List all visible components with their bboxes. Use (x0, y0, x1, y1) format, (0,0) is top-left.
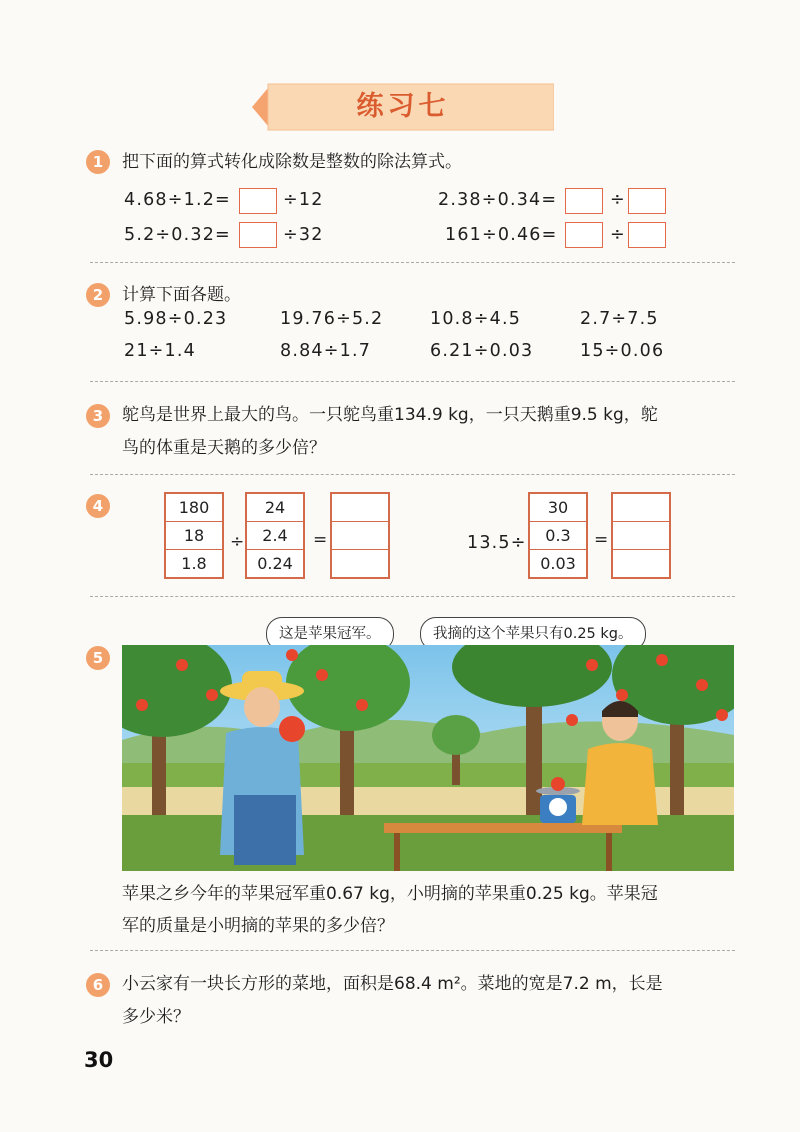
question-2-text: 计算下面各题。 (122, 285, 241, 305)
q2-item: 10.8÷4.5 (430, 309, 522, 329)
ladder-cell: 18 (166, 522, 222, 550)
answer-cell[interactable] (332, 522, 388, 550)
ladder-cell: 24 (247, 494, 303, 522)
ladder-answers-1[interactable] (330, 492, 390, 579)
divider (90, 950, 735, 951)
q2-item: 6.21÷0.03 (430, 341, 534, 361)
divider (90, 596, 735, 597)
answer-cell[interactable] (613, 550, 669, 577)
ladder-divisors-2 (528, 492, 588, 579)
divider (90, 381, 735, 382)
question-3-badge: 3 (86, 404, 110, 428)
q2-item: 5.98÷0.23 (124, 309, 228, 329)
q1-answer-box-2[interactable] (239, 222, 277, 248)
q1-expr-4: 161÷0.46= (445, 225, 558, 245)
divider (90, 474, 735, 475)
q1-answer-box-1[interactable] (239, 188, 277, 214)
q4-prefix: 13.5÷ (467, 533, 527, 553)
divide-sign: ÷ (230, 532, 245, 552)
q2-item: 21÷1.4 (124, 341, 196, 361)
q1-answer-box-3[interactable] (565, 188, 603, 214)
divider (90, 262, 735, 263)
ladder-dividends (164, 492, 224, 579)
question-6-badge: 6 (86, 973, 110, 997)
q1-expr-1-right: ÷12 (283, 190, 324, 210)
question-4-badge: 4 (86, 494, 110, 518)
ladder-cell: 2.4 (247, 522, 303, 550)
ladder-cell: 0.03 (540, 554, 576, 573)
ladder-cell: 1.8 (181, 554, 207, 573)
title-banner (252, 80, 554, 134)
q2-item: 19.76÷5.2 (280, 309, 384, 329)
answer-cell[interactable] (332, 550, 388, 577)
q1-expr-2-right: ÷32 (283, 225, 324, 245)
question-5-line-2: 军的质量是小明摘的苹果的多少倍？ (122, 916, 394, 936)
question-6-line-1: 小云家有一块长方形的菜地，面积是68.4 m²。菜地的宽是7.2 m，长是 (122, 974, 663, 994)
question-3-line-1: 鸵鸟是世界上最大的鸟。一只鸵鸟重134.9 kg，一只天鹅重9.5 kg，鸵 (122, 405, 658, 425)
q1-expr-2: 5.2÷0.32= (124, 225, 231, 245)
page-number: 30 (84, 1048, 114, 1072)
q1-expr-1: 4.68÷1.2= (124, 190, 231, 210)
ladder-cell: 0.3 (530, 522, 586, 550)
q1-answer-box-4[interactable] (628, 188, 666, 214)
q1-answer-box-6[interactable] (628, 222, 666, 248)
orchard-illustration (122, 645, 734, 871)
question-1-badge: 1 (86, 150, 110, 174)
question-1-text: 把下面的算式转化成除数是整数的除法算式。 (122, 152, 462, 172)
question-5-badge: 5 (86, 646, 110, 670)
ladder-answers-2[interactable] (611, 492, 671, 579)
speech-bubble-farmer: 这是苹果冠军。 (266, 617, 394, 651)
q2-item: 2.7÷7.5 (580, 309, 659, 329)
ladder-cell: 180 (166, 494, 222, 522)
page-title: 练习七 (356, 91, 450, 122)
ladder-divisors (245, 492, 305, 579)
speech-bubble-boy: 我摘的这个苹果只有0.25 kg。 (420, 617, 646, 651)
answer-cell[interactable] (613, 522, 669, 550)
answer-cell[interactable] (332, 494, 388, 522)
q1-expr-4-right: ÷ (610, 225, 626, 245)
ladder-cell: 30 (530, 494, 586, 522)
equals-sign: = (594, 530, 609, 550)
ladder-cell: 0.24 (257, 554, 293, 573)
question-5-line-1: 苹果之乡今年的苹果冠军重0.67 kg，小明摘的苹果重0.25 kg。苹果冠 (122, 884, 658, 904)
q1-answer-box-5[interactable] (565, 222, 603, 248)
q1-expr-3: 2.38÷0.34= (438, 190, 558, 210)
q2-item: 15÷0.06 (580, 341, 665, 361)
question-3-line-2: 鸟的体重是天鹅的多少倍？ (122, 438, 326, 458)
q2-item: 8.84÷1.7 (280, 341, 372, 361)
answer-cell[interactable] (613, 494, 669, 522)
question-6-line-2: 多少米？ (122, 1007, 190, 1027)
q1-expr-3-right: ÷ (610, 190, 626, 210)
question-2-badge: 2 (86, 283, 110, 307)
equals-sign: = (313, 530, 328, 550)
